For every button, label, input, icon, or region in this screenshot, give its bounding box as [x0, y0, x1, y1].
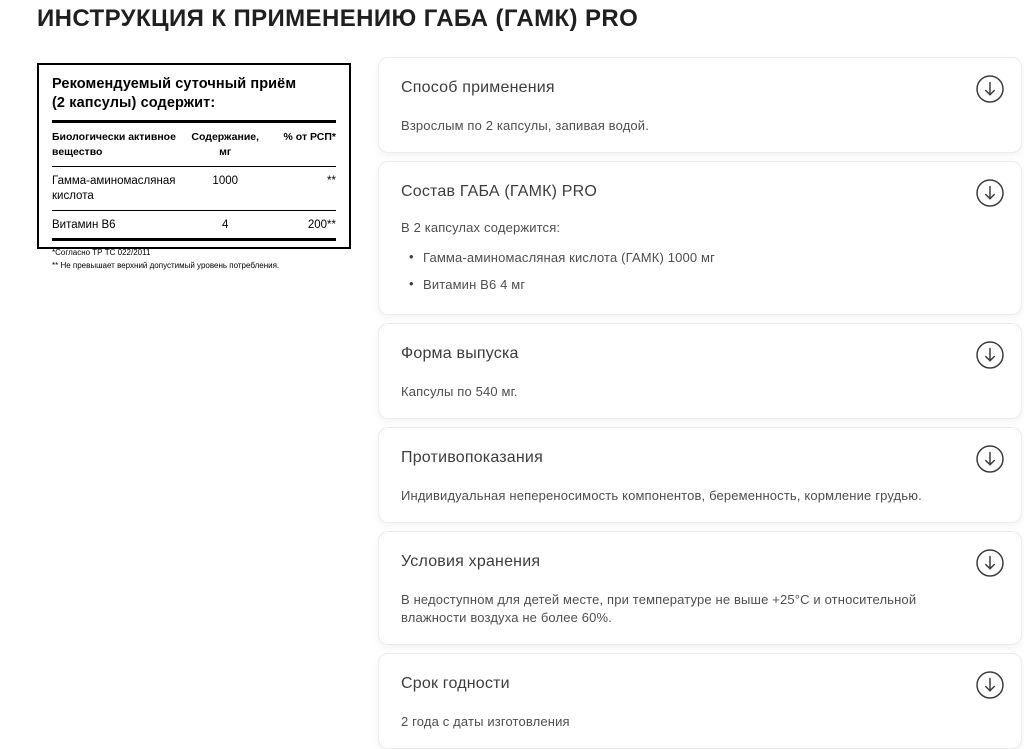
composition-list	[401, 244, 961, 298]
cell-rsp: 200**	[265, 211, 336, 242]
accordion-section-usage[interactable]	[378, 57, 1022, 153]
arrow-down-circle-icon[interactable]	[975, 340, 1005, 370]
table-row	[52, 211, 336, 242]
section-title: Срок годности	[401, 675, 510, 693]
accordion-section-storage[interactable]	[378, 531, 1022, 646]
facts-title-line1: Рекомендуемый суточный приём	[52, 76, 297, 92]
section-intro: В 2 капсулах содержится:	[401, 219, 561, 235]
accordion-section-release-form[interactable]	[378, 323, 1022, 419]
section-body: 2 года с даты изготовления	[401, 714, 570, 730]
cell-rsp: **	[265, 167, 336, 211]
page-title: ИНСТРУКЦИЯ К ПРИМЕНЕНИЮ ГАБА (ГАМК) PRO	[37, 5, 639, 32]
column-header-amount: Содержание, мг	[185, 123, 265, 166]
accordion-section-shelf-life[interactable]	[378, 653, 1022, 749]
cell-amount: 4	[185, 211, 265, 242]
facts-title-line2: (2 капсулы) содержит:	[52, 95, 216, 112]
footnote: *Согласно ТР ТС 022/2011	[52, 248, 151, 258]
list-item: • Витамин В6 4 мг	[401, 271, 961, 298]
table-row	[52, 167, 336, 211]
cell-substance: Витамин В6	[52, 211, 185, 242]
section-body: Индивидуальная непереносимость компонентов, беременность, кормление грудью.	[401, 487, 922, 503]
list-item: • Гамма-аминомасляная кислота (ГАМК) 1000 мг	[401, 244, 961, 271]
section-title: Состав ГАБА (ГАМК) PRO	[401, 182, 598, 200]
arrow-down-circle-icon[interactable]	[975, 670, 1005, 700]
arrow-down-circle-icon[interactable]	[975, 444, 1005, 474]
column-header-rsp: % от РСП*	[265, 123, 336, 166]
cell-amount: 1000	[185, 167, 265, 211]
section-body: Взрослым по 2 капсулы, запивая водой.	[401, 118, 649, 133]
facts-footnotes	[52, 247, 336, 272]
facts-header-row	[52, 123, 336, 166]
footnote: ** Не превышает верхний допустимый уровень потребления.	[52, 260, 280, 270]
arrow-down-circle-icon[interactable]	[975, 178, 1005, 208]
section-title: Условия хранения	[401, 552, 541, 570]
accordion-section-composition[interactable]	[378, 161, 1022, 315]
cell-substance: Гамма-аминомасляная кислота	[52, 167, 185, 211]
facts-title	[52, 75, 336, 113]
arrow-down-circle-icon[interactable]	[975, 74, 1005, 104]
arrow-down-circle-icon[interactable]	[975, 548, 1005, 578]
supplement-facts-table	[37, 63, 351, 270]
section-body: В недоступном для детей месте, при температуре не выше +25°С и относительной влажности воздуха не более 60%.	[401, 591, 917, 626]
section-body: Капсулы по 540 мг.	[401, 383, 518, 399]
section-title: Форма выпуска	[401, 344, 519, 362]
accordion	[378, 57, 1022, 749]
column-header-substance: Биологически активное вещество	[52, 123, 185, 166]
accordion-section-contraindications[interactable]	[378, 427, 1022, 523]
section-title: Противопоказания	[401, 448, 543, 466]
section-title: Способ применения	[401, 79, 555, 96]
